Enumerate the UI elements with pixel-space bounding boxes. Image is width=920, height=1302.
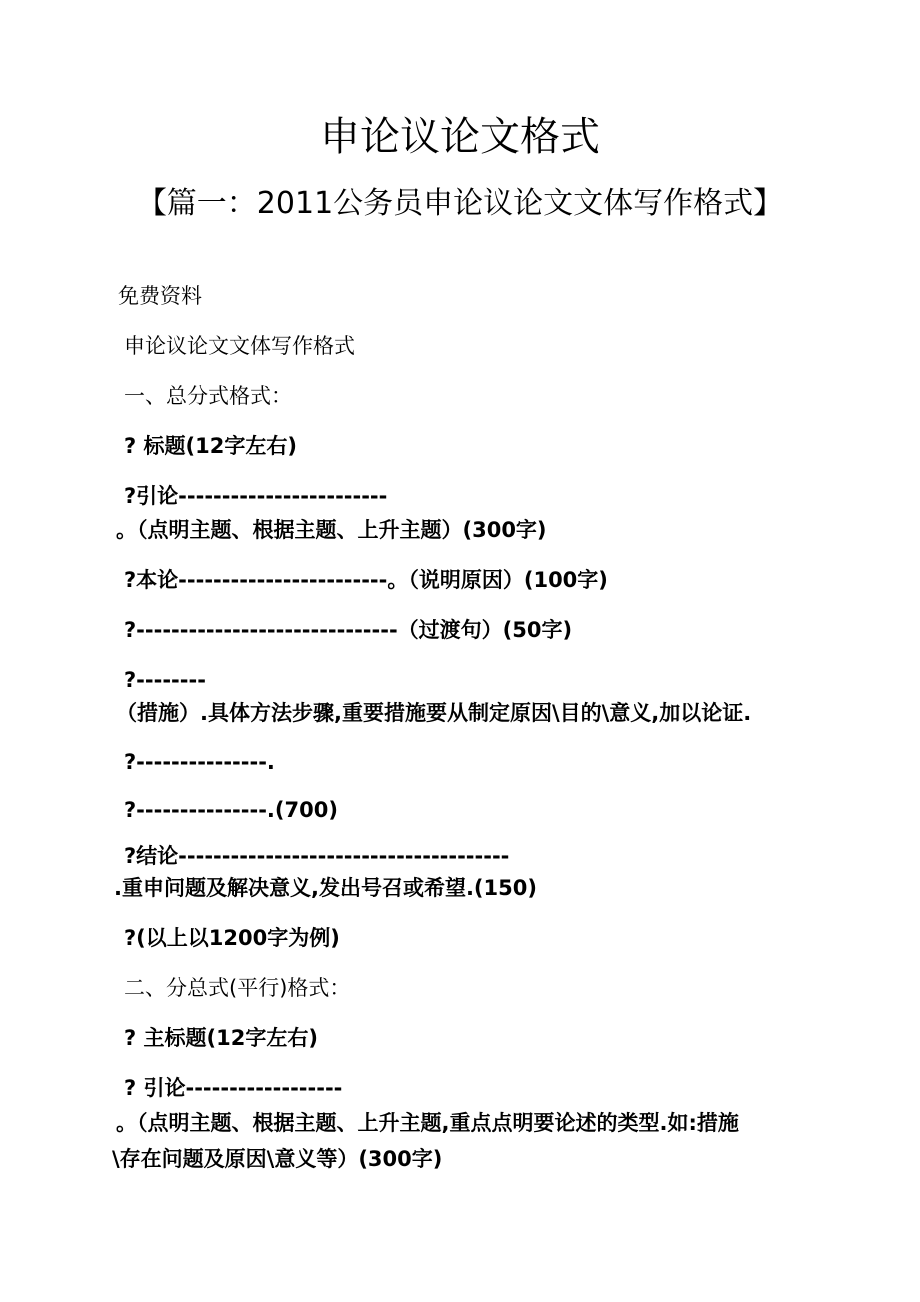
text-line: .重申问题及解决意义,发出号召或希望.(150) <box>114 876 537 900</box>
section-heading: 一、总分式格式： <box>124 384 292 408</box>
text-line: ?(以上以1200字为例) <box>124 926 340 950</box>
text-line: 。（点明主题、根据主题、上升主题,重点点明要论述的类型.如:措施 <box>116 1111 739 1135</box>
text-line: ?---------------. <box>124 750 275 774</box>
text-line: ?-------- <box>124 668 206 692</box>
text-line: ?本论------------------------。（说明原因）(100字) <box>124 568 608 592</box>
text-line: 申论议论文文体写作格式 <box>124 334 355 358</box>
section-heading: 二、分总式(平行)格式： <box>124 976 351 1000</box>
text-line: ? 主标题(12字左右) <box>124 1026 318 1050</box>
text-line: \存在问题及原因\意义等）(300字) <box>112 1147 443 1171</box>
text-line: 免费资料 <box>118 284 202 308</box>
document-subtitle: 【篇一：2011公务员申论议论文文体写作格式】 <box>136 186 784 221</box>
text-line: ?------------------------------（过渡句）(50字) <box>124 618 573 642</box>
text-line: ? 标题(12字左右) <box>124 434 297 458</box>
text-line: ?结论-------------------------------------- <box>124 844 510 868</box>
text-line: ?引论------------------------ <box>124 484 388 508</box>
document-title: 申论议论文格式 <box>320 114 600 160</box>
text-line: （措施）.具体方法步骤,重要措施要从制定原因\目的\意义,加以论证. <box>116 701 752 725</box>
text-line: ? 引论------------------ <box>124 1076 343 1100</box>
text-line: 。（点明主题、根据主题、上升主题）(300字) <box>116 518 547 542</box>
text-line: ?---------------.(700) <box>124 798 338 822</box>
